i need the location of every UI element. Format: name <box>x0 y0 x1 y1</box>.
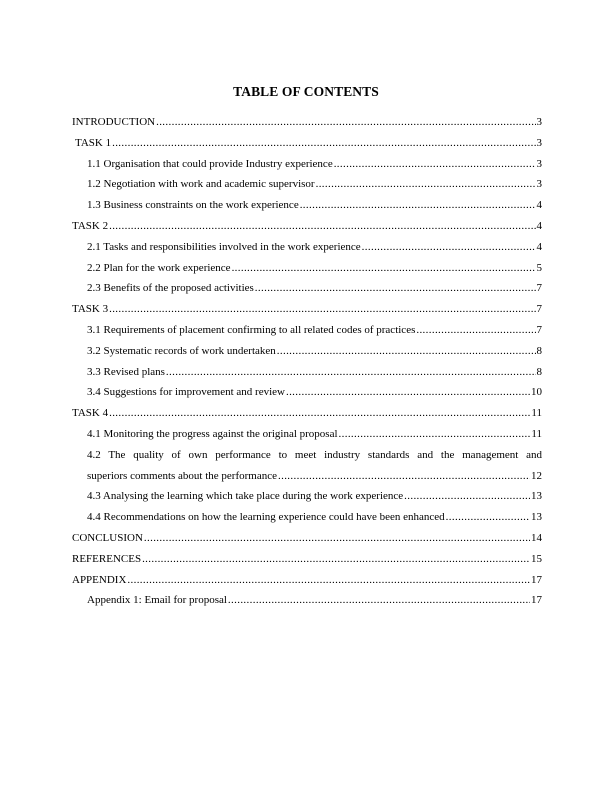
toc-entry-label: 3.3 Revised plans <box>87 365 165 378</box>
dot-leader <box>112 133 535 154</box>
dot-leader <box>316 174 536 195</box>
toc-entry-introduction[interactable] <box>72 112 542 133</box>
dot-leader <box>144 528 530 549</box>
toc-entry-label-line2: superiors comments about the performance <box>87 469 277 482</box>
toc-entry-page: 13 <box>531 490 542 503</box>
toc-entry-4-3[interactable] <box>72 486 542 507</box>
toc-entry-3-1[interactable] <box>72 320 542 341</box>
dot-leader <box>404 486 530 507</box>
toc-entry-label: 2.1 Tasks and responsibilities involved in the work experience <box>87 240 361 253</box>
toc-entry-label: TASK 1 <box>75 136 112 149</box>
toc-entry-4-2[interactable] <box>72 445 542 487</box>
toc-entry-task-2[interactable] <box>72 216 542 237</box>
toc-entry-references[interactable] <box>72 549 542 570</box>
dot-leader <box>109 403 530 424</box>
dot-leader <box>232 258 536 279</box>
dot-leader <box>277 341 536 362</box>
toc-entry-label: 4.1 Monitoring the progress against the original proposal <box>87 427 338 440</box>
toc-entry-page: 3 <box>536 116 542 128</box>
toc-entry-conclusion[interactable] <box>72 528 542 549</box>
toc-entry-label: 1.3 Business constraints on the work experience <box>87 199 299 212</box>
dot-leader <box>334 154 536 175</box>
dot-leader <box>339 424 531 445</box>
dot-leader <box>255 278 536 299</box>
toc-entry-page: 12 <box>531 469 542 482</box>
toc-entry-page: 7 <box>536 282 542 295</box>
toc-entry-page: 14 <box>531 531 542 544</box>
toc-entry-1-2[interactable] <box>72 174 542 195</box>
toc-entry-page: 5 <box>536 261 542 274</box>
dot-leader <box>109 299 535 320</box>
toc-entry-label: TASK 2 <box>72 219 109 232</box>
toc-entry-appendix-1[interactable] <box>72 590 542 611</box>
toc-entry-4-4[interactable] <box>72 507 542 528</box>
toc-entry-page: 3 <box>536 136 542 149</box>
toc-entry-task-3[interactable] <box>72 299 542 320</box>
toc-entry-2-2[interactable] <box>72 258 542 279</box>
dot-leader <box>300 195 536 216</box>
toc-entry-label-line1: 4.2 The quality of own performance to meet industry standards and the management and <box>87 448 542 461</box>
toc-entry-label: 4.4 Recommendations on how the learning experience could have been enhanced <box>87 511 445 524</box>
dot-leader <box>362 237 536 258</box>
toc-title: TABLE OF CONTENTS <box>233 84 379 99</box>
toc-entry-page: 3 <box>536 178 542 191</box>
toc-entry-page: 4 <box>536 219 542 232</box>
toc-entry-page: 17 <box>531 573 542 586</box>
dot-leader <box>278 466 530 487</box>
toc-entry-page: 3 <box>536 157 542 170</box>
toc-entry-label: 3.4 Suggestions for improvement and review <box>87 386 285 399</box>
dot-leader <box>286 382 530 403</box>
toc-entry-page: 15 <box>531 552 542 565</box>
toc-entry-3-4[interactable] <box>72 382 542 403</box>
toc-entry-1-1[interactable] <box>72 154 542 175</box>
toc-entry-4-1[interactable] <box>72 424 542 445</box>
toc-entry-label: REFERENCES <box>72 552 142 565</box>
toc-entry-label: 3.2 Systematic records of work undertaken <box>87 344 276 357</box>
toc-entry-page: 10 <box>531 386 542 399</box>
toc-entry-3-3[interactable] <box>72 362 542 383</box>
toc-entry-2-1[interactable] <box>72 237 542 258</box>
toc-entry-page: 17 <box>531 594 542 607</box>
toc-entry-line2 <box>87 466 542 487</box>
toc-entry-appendix[interactable] <box>72 570 542 591</box>
toc-entry-page: 7 <box>536 303 542 316</box>
toc-entry-label: 2.2 Plan for the work experience <box>87 261 231 274</box>
dot-leader <box>446 507 530 528</box>
toc-entry-2-3[interactable] <box>72 278 542 299</box>
toc-entry-label: 1.1 Organisation that could provide Industry experience <box>87 157 333 170</box>
toc-entry-label: TASK 3 <box>72 303 109 316</box>
table-of-contents <box>72 112 542 611</box>
toc-entry-page: 11 <box>531 407 542 420</box>
toc-entry-label: 2.3 Benefits of the proposed activities <box>87 282 254 295</box>
dot-leader <box>127 570 530 591</box>
dot-leader <box>416 320 535 341</box>
dot-leader <box>156 112 535 133</box>
toc-entry-label: Appendix 1: Email for proposal <box>87 594 227 607</box>
toc-entry-label: 4.3 Analysing the learning which take place during the work experience <box>87 490 404 503</box>
toc-entry-page: 8 <box>536 344 542 357</box>
toc-entry-label: TASK 4 <box>72 407 109 420</box>
toc-entry-1-3[interactable] <box>72 195 542 216</box>
toc-entry-page: 7 <box>536 323 542 336</box>
toc-entry-page: 13 <box>531 511 542 524</box>
dot-leader <box>166 362 536 383</box>
toc-entry-page: 4 <box>536 199 542 212</box>
toc-entry-label: CONCLUSION <box>72 531 143 544</box>
dot-leader <box>228 590 530 611</box>
toc-entry-label: INTRODUCTION <box>72 116 156 128</box>
dot-leader <box>142 549 530 570</box>
toc-entry-label: 3.1 Requirements of placement confirming to all related codes of practices <box>87 323 416 336</box>
toc-entry-page: 4 <box>536 240 542 253</box>
toc-entry-task-4[interactable] <box>72 403 542 424</box>
toc-entry-3-2[interactable] <box>72 341 542 362</box>
toc-entry-page: 11 <box>531 427 542 440</box>
toc-entry-page: 8 <box>536 365 542 378</box>
dot-leader <box>109 216 535 237</box>
toc-entry-label: 1.2 Negotiation with work and academic supervisor <box>87 178 315 191</box>
toc-entry-task-1[interactable] <box>72 133 542 154</box>
toc-entry-label: APPENDIX <box>72 573 127 586</box>
